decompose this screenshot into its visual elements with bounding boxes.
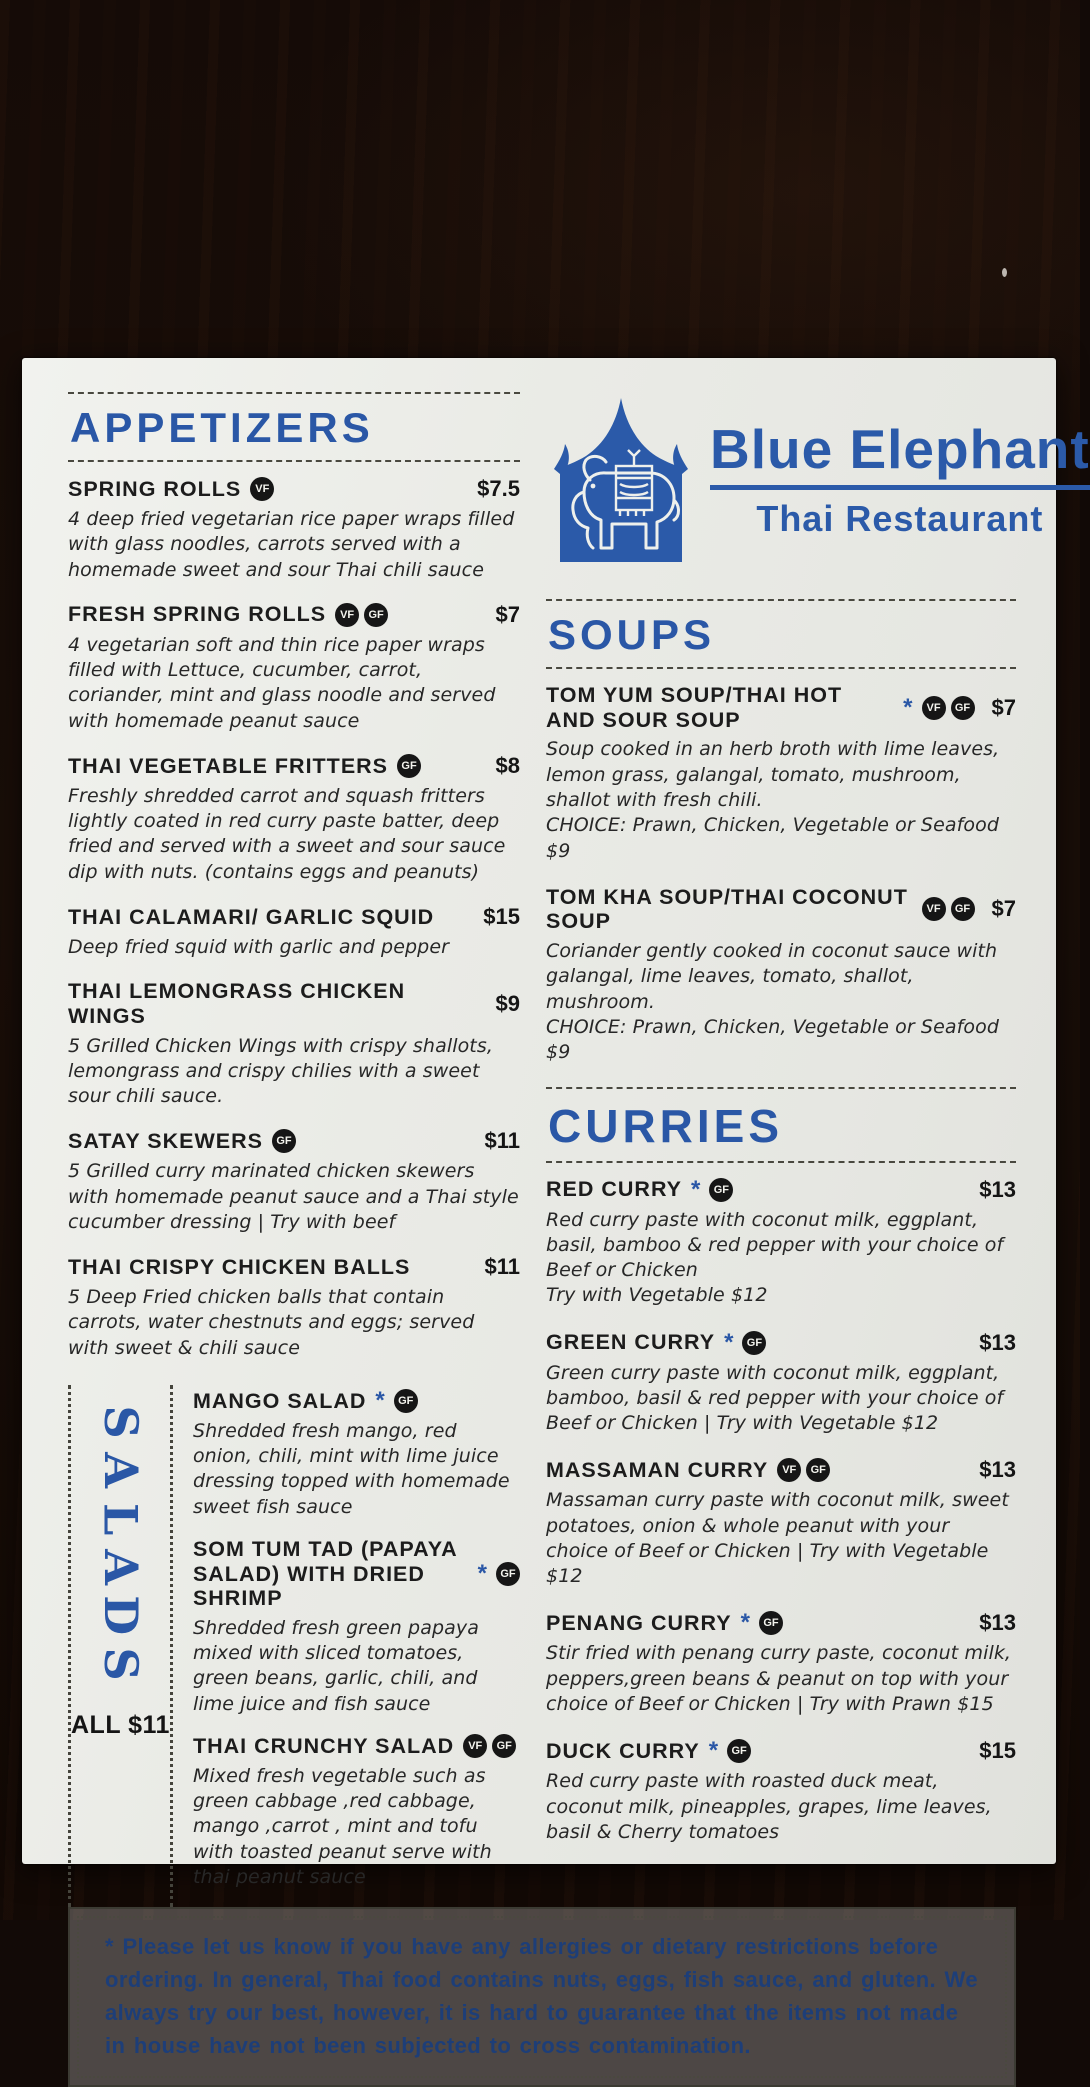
dietary-badge-gf-icon: GF xyxy=(709,1178,733,1202)
description-line: 5 Deep Fried chicken balls that contain carrots, water chestnuts and eggs; served with sweet & chili sauce xyxy=(68,1286,475,1359)
restaurant-name: Blue Elephant xyxy=(710,422,1090,490)
dietary-badges xyxy=(777,1458,830,1482)
menu-item-description xyxy=(546,1361,1016,1437)
menu-item xyxy=(193,1389,520,1520)
menu-item xyxy=(546,683,1016,864)
menu-item-name: TOM KHA SOUP/THAI COCONUT SOUP xyxy=(546,884,908,934)
menu-item-description xyxy=(68,507,520,583)
menu-item xyxy=(546,1177,1016,1309)
dietary-badge-gf-icon: GF xyxy=(272,1129,296,1153)
description-line: 4 vegetarian soft and thin rice paper wraps filled with Lettuce, cucumber, carrot, coriander, mint and glass noodle and served with homemade peanut sauce xyxy=(68,633,496,732)
dietary-badge-gf-icon: GF xyxy=(397,754,421,778)
menu-item-description xyxy=(546,1769,1016,1845)
menu-item-header xyxy=(546,1177,1016,1203)
menu-item-price: $11 xyxy=(484,1128,520,1154)
allergy-asterisk: * xyxy=(477,1559,487,1587)
menu-item-description xyxy=(546,939,1016,1065)
salads-section xyxy=(68,1385,520,1907)
menu-item-name: MANGO SALAD xyxy=(192,1389,367,1414)
menu-item-name: DUCK CURRY xyxy=(546,1738,700,1763)
dietary-badge-vf-icon: VF xyxy=(777,1458,801,1482)
dietary-badges xyxy=(463,1734,516,1758)
dietary-badge-gf-icon: GF xyxy=(951,897,975,921)
menu-item-description xyxy=(193,1419,520,1520)
dietary-badges xyxy=(394,1389,418,1413)
menu-item-header xyxy=(193,1389,520,1414)
description-line: Shredded fresh mango, red onion, chili, mint with lime juice dressing topped with homemade sweet fish sauce xyxy=(192,1419,510,1518)
menu-item-header xyxy=(546,1330,1016,1356)
allergy-asterisk: * xyxy=(691,1175,701,1203)
salads-letter: L xyxy=(93,1502,148,1535)
description-line: Try with Vegetable $12 xyxy=(546,1284,768,1307)
dietary-badges xyxy=(922,696,975,720)
dietary-badge-gf-icon: GF xyxy=(951,696,975,720)
menu-item-description xyxy=(546,737,1016,863)
menu-item-price: $7 xyxy=(991,896,1016,922)
allergy-disclaimer-inner xyxy=(77,1916,1007,2078)
dietary-badges xyxy=(397,754,421,778)
menu-item xyxy=(68,753,520,885)
curries-items xyxy=(546,1177,1016,1846)
menu-item xyxy=(68,1254,520,1361)
menu-item-header xyxy=(68,979,520,1028)
menu-item xyxy=(546,885,1016,1066)
menu-item-description xyxy=(68,1159,520,1235)
menu-item-name: THAI VEGETABLE FRITTERS xyxy=(68,753,389,778)
allergy-asterisk: * xyxy=(708,1737,719,1765)
menu-item-header xyxy=(68,602,520,628)
menu-item-description xyxy=(68,784,520,885)
menu-item-name: RED CURRY xyxy=(546,1177,683,1202)
allergy-asterisk: * xyxy=(724,1328,734,1356)
salads-letter: D xyxy=(93,1595,148,1636)
soups-header xyxy=(546,599,1016,669)
dietary-badges xyxy=(759,1611,783,1635)
menu-item-name: SPRING ROLLS xyxy=(68,476,242,501)
dietary-badges xyxy=(272,1129,296,1153)
menu-item-name: THAI LEMONGRASS CHICKEN WINGS xyxy=(68,979,406,1028)
menu-item-header xyxy=(546,885,1016,934)
menu-item-description xyxy=(68,1034,520,1110)
description-line: Stir fried with penang curry paste, coconut milk, peppers,green beans & peanut on top with your choice of Beef or Chicken | Try with Prawn $15 xyxy=(546,1642,1012,1715)
salads-items xyxy=(173,1385,520,1907)
description-line: 5 Grilled Chicken Wings with crispy shallots, lemongrass and crispy chilies with a sweet sour chili sauce. xyxy=(68,1034,493,1108)
menu-item-description xyxy=(68,935,520,960)
menu-item xyxy=(546,1330,1016,1437)
menu-item xyxy=(193,1734,520,1890)
menu-item-price: $7 xyxy=(991,694,1016,720)
salads-letter: S xyxy=(93,1647,148,1681)
dietary-badge-gf-icon: GF xyxy=(394,1389,418,1413)
menu-item-name: GREEN CURRY xyxy=(546,1330,716,1355)
appetizers-title: APPETIZERS xyxy=(70,404,374,451)
menu-item-description xyxy=(193,1764,520,1890)
menu-item-name: MASSAMAN CURRY xyxy=(546,1458,769,1483)
salads-letter: S xyxy=(93,1405,148,1439)
menu-item-name: TOM YUM SOUP/THAI HOT AND SOUR SOUP xyxy=(546,683,843,732)
appetizers-header xyxy=(68,392,520,462)
left-column xyxy=(68,392,520,1907)
description-line: Green curry paste with coconut milk, eggplant, bamboo, basil & red pepper with your choice of Beef or Chicken | Try with Vegetable $12 xyxy=(546,1361,1004,1435)
menu-item xyxy=(546,1738,1016,1845)
soups-title: SOUPS xyxy=(548,611,716,658)
allergy-asterisk: * xyxy=(903,693,913,721)
description-line: Mixed fresh vegetable such as green cabbage ,red cabbage, mango ,carrot , mint and tofu with toasted peanut serve with thai peanut sauce xyxy=(192,1764,492,1888)
dietary-badge-vf-icon: VF xyxy=(335,603,359,627)
elephant-temple-icon xyxy=(546,396,696,573)
menu-paper xyxy=(22,358,1090,2059)
allergy-asterisk: * xyxy=(375,1387,385,1415)
description-line: CHOICE: Prawn, Chicken, Vegetable or Seafood $9 xyxy=(546,814,999,862)
restaurant-name-block xyxy=(710,396,1090,540)
dietary-badge-vf-icon: VF xyxy=(922,696,946,720)
description-line: Red curry paste with coconut milk, eggplant, basil, bamboo & red pepper with your choice of Beef or Chicken xyxy=(546,1208,1004,1282)
menu-item xyxy=(68,602,520,734)
dietary-badge-gf-icon: GF xyxy=(727,1739,751,1763)
menu-item-header xyxy=(546,1610,1016,1636)
menu-item-header xyxy=(68,753,520,779)
description-line: 4 deep fried vegetarian rice paper wraps filled with glass noodles, carrots served with a homemade sweet and sour Thai chili sauce xyxy=(68,508,515,581)
menu-item-description xyxy=(546,1208,1016,1309)
menu-item xyxy=(193,1537,520,1717)
dietary-badge-gf-icon: GF xyxy=(759,1611,783,1635)
dietary-badge-gf-icon: GF xyxy=(742,1331,766,1355)
allergy-asterisk: * xyxy=(740,1609,750,1637)
curries-title: CURRIES xyxy=(548,1099,784,1152)
salads-letter: A xyxy=(93,1549,148,1585)
menu-item-header xyxy=(546,683,1016,732)
soups-items xyxy=(546,683,1016,1066)
dietary-badges xyxy=(742,1331,766,1355)
dietary-badge-gf-icon: GF xyxy=(492,1734,516,1758)
allergy-disclaimer-text: * Please let us know if you have any allergies or dietary restrictions before ordering. In general, Thai food contains nuts, eggs, fish sauce, and gluten. We always try our best, however, it is hard to guarantee that the items not made in house have not been subjected to cross contamination. xyxy=(105,1934,978,2059)
menu-item-price: $11 xyxy=(484,1254,520,1280)
description-line: CHOICE: Prawn, Chicken, Vegetable or Seafood $9 xyxy=(546,1016,999,1064)
dietary-badges xyxy=(709,1178,733,1202)
menu-item xyxy=(68,476,520,583)
menu-item xyxy=(546,1610,1016,1717)
menu-item-price: $13 xyxy=(979,1329,1016,1355)
menu-item xyxy=(546,1457,1016,1589)
description-line: Soup cooked in an herb broth with lime leaves, lemon grass, galangal, tomato, mushroom, shallot with fresh chili. xyxy=(546,738,1000,811)
menu-item-description xyxy=(546,1641,1016,1717)
dietary-badges xyxy=(335,603,388,627)
appetizers-items xyxy=(68,476,520,1361)
dust-speck xyxy=(1002,268,1007,277)
menu-item-name: THAI CALAMARI/ GARLIC SQUID xyxy=(68,904,435,929)
dietary-badge-gf-icon: GF xyxy=(496,1562,520,1586)
menu-item-description xyxy=(68,633,520,734)
menu-item-name: THAI CRUNCHY SALAD xyxy=(192,1734,455,1759)
description-line: Coriander gently cooked in coconut sauce with galangal, lime leaves, tomato, shallot, mushroom. xyxy=(546,940,998,1013)
description-line: Deep fried squid with garlic and pepper xyxy=(68,935,450,958)
menu-item-price: $7 xyxy=(495,601,520,627)
description-line: Massaman curry paste with coconut milk, sweet potatoes, onion & whole peanut with your choice of Beef or Chicken | Try with Vegetable $12 xyxy=(546,1489,1009,1588)
dietary-badges xyxy=(496,1562,520,1586)
menu-item-description xyxy=(193,1616,520,1717)
menu-item-header xyxy=(68,476,520,502)
dietary-badge-vf-icon: VF xyxy=(250,477,274,501)
menu-item-description xyxy=(68,1285,520,1361)
restaurant-logo xyxy=(546,396,1090,573)
salads-letter: A xyxy=(93,1452,148,1489)
description-line: Red curry paste with roasted duck meat, coconut milk, pineapples, grapes, lime leaves, basil & Cherry tomatoes xyxy=(546,1770,992,1843)
salads-vertical-title xyxy=(93,1401,148,1685)
menu-item-price: $15 xyxy=(483,903,520,929)
menu-item-header xyxy=(193,1537,520,1611)
menu-item-name: THAI CRISPY CHICKEN BALLS xyxy=(68,1254,411,1279)
menu-item-price: $7.5 xyxy=(477,476,520,501)
salads-rail xyxy=(68,1385,173,1907)
menu-item-price: $13 xyxy=(979,1457,1016,1483)
menu-item-price: $9 xyxy=(495,990,520,1016)
right-column xyxy=(546,392,1090,1907)
dietary-badge-gf-icon: GF xyxy=(364,603,388,627)
menu-item-price: $15 xyxy=(979,1738,1016,1764)
menu-item xyxy=(68,904,520,960)
menu-item-description xyxy=(546,1488,1016,1589)
allergy-disclaimer-box xyxy=(68,1907,1016,2087)
menu-item-header xyxy=(546,1738,1016,1764)
curries-header xyxy=(546,1087,1016,1163)
restaurant-subtitle: Thai Restaurant xyxy=(756,498,1044,539)
description-line: 5 Grilled curry marinated chicken skewers with homemade peanut sauce and a Thai style cucumber dressing | Try with beef xyxy=(68,1160,519,1233)
menu-item xyxy=(68,1128,520,1235)
menu-item-name: FRESH SPRING ROLLS xyxy=(68,602,327,627)
menu-item-header xyxy=(193,1734,520,1759)
description-line: Freshly shredded carrot and squash fritters lightly coated in red curry paste batter, deep fried and served with a sweet and sour sauce dip with nuts. (contains eggs and peanuts) xyxy=(68,784,506,883)
dietary-badges xyxy=(250,477,274,501)
menu-columns xyxy=(68,392,1090,1907)
menu-item xyxy=(68,979,520,1109)
menu-item-price: $13 xyxy=(979,1176,1016,1202)
menu-item-name: SOM TUM TAD (PAPAYA SALAD) WITH DRIED SHRIMP xyxy=(192,1536,457,1611)
description-line: Shredded fresh green papaya mixed with sliced tomatoes, green beans, garlic, chili, and lime juice and fish sauce xyxy=(192,1616,479,1715)
menu-item-price: $13 xyxy=(979,1610,1016,1636)
dietary-badges xyxy=(727,1739,751,1763)
menu-item-header xyxy=(68,904,520,930)
dietary-badge-vf-icon: VF xyxy=(922,897,946,921)
dietary-badge-vf-icon: VF xyxy=(463,1734,487,1758)
menu-item-name: SATAY SKEWERS xyxy=(68,1129,263,1154)
menu-item-header xyxy=(68,1128,520,1154)
menu-item-header xyxy=(68,1254,520,1280)
menu-item-header xyxy=(546,1457,1016,1483)
dietary-badges xyxy=(922,897,975,921)
menu-item-price: $8 xyxy=(495,752,520,778)
salads-all-price: ALL $11 xyxy=(71,1710,170,1739)
dietary-badge-gf-icon: GF xyxy=(806,1458,830,1482)
menu-item-name: PENANG CURRY xyxy=(546,1611,732,1636)
